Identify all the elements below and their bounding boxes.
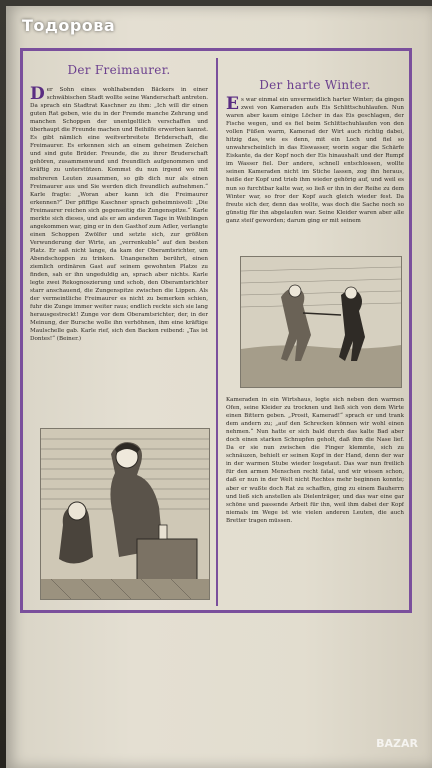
freemason-illustration (40, 428, 210, 600)
site-logo: BAZAR (376, 737, 418, 750)
column-divider (216, 58, 218, 606)
right-article-text-top (226, 96, 404, 248)
winter-scene-icon (241, 257, 401, 387)
right-article-body-bottom: Kameraden in ein Wirtshaus, legte sich neben den warmen Ofen, seine Kleider zu trocknen und ließ sich von dem Wirte einen Bittern geben. „Prosit, Kamerad!“ sprach er und trank dem andern zu; „auf den Schrecken können wir wohl einen nehmen.“ Nun hatte er sich bald durch das kalte Bad aber doch einen starken Schnupfen geholt, daß ihm die Nase lief. Da er sie nun zwischen die Finger klemmte, sich zu schnäuzen, behielt er seinen Kopf in der Hand, denn der war in der warmen Stube wieder losgetaut. Das war nun freilich für den armen Menschen recht fatal, und wir wissen schon, daß er nun in der Welt nicht Rechtes mehr beginnen konnte; aber er wußte doch Rat zu schaffen, ging zu einem Bauherrn und ließ sich anstellen als Dielenträger, und das war eine gar schöne und passende Arbeit für ihn, weil ihm dabei der Kopf niemals im Wege ist wie vielen anderen Leuten, die auch Bretter tragen müssen. (226, 397, 404, 524)
right-article-title: Der harte Winter. (259, 78, 371, 92)
left-dropcap: D (30, 86, 45, 104)
right-article-body-top: s war einmal ein unvermeidlich harter Winter; da gingen zwei von Kameraden aufs Eis Schlittschuhlaufen. Nun waren aber kaum einige Löcher in das Eis geschlagen, der Fische wegen, und es fiel beim Schlittschuhlaufen von den vollen Füßen warm, Kamerad der Wirt auch richtig dabei, hitzig das, wie es denn, mit ein Loch und fiel so unwahrscheinlich in das Eiswasser, worin sogar die Schärfe Eiskante, da der Kopf noch der Eis hinaushalt und der Rumpf im Wasser fiel. Der andere, schnell entschlossen, wollte seinen Kameraden nicht im Stiche lassen, zog ihn heraus, heiße der Kopf und trieb ihm wieder gehörig auf, und weil es nun so furchtbar kalte war, so ließ er ihn in der Reihe zu dem Winter war, so fror der Kopf auch gleich wieder fest. Da freute sich der, denn das wollte, was doch die Sache noch so günstig für ihn abgelaufen war. Seine Kleider waren aber alle ganz steif geworden; darum ging er mit seinem (226, 97, 404, 224)
tavern-scene-icon (41, 429, 209, 599)
right-article-text-bottom (226, 396, 404, 596)
left-article-body: er Sohn eines wohlhabenden Bäckers in einer schwäbischen Stadt wollte seine Wanderschaft antreten. Da sprach ein Stadtrat Kaschner zu ihm: „Ich will dir einen guten Rat geben, wie du in der Fremde manche Zehrung und manchen Schoppen der unentgeltlich verschaffen und überhaupt die Freunde machen und Beihilfe erwerben kannst. Es gibt nämlich eine weitverbreitete Brüderschaft, die Freimaurer. Es erkennen sich an einem geheimen Zeichen und sind gute Brüder. Freunde, die zu ihrer Bruderschaft gehören, zusammenwund und freundlich aufgenommen und kräftig zu unterstützen. Kommst du nun irgend wo mit mehreren Leuten zusammen, so gib dich nur als einen Freimaurer aus und Sie werden dich freundlich aufnehmen.“ Karle fragte: „Woran aber kann ich die Freimaurer erkennen?“ Der pfiffige Kaschner sprach geheimnisvoll: „Die Freimaurer reichen sich gegenseitig die Zungenspitze.“ Karle merkte sich dieses, und als er am anderen Tage in Weiblingen angekommen war, ging er in den Gasthof zum Adler, verlangte einen Schoppen Zwölfer und setzte sich, zur größten Verwunderung der Wirte, an „verrenkuble“ auf den besten Platz. Er saß nicht lange, da kam der Oberamtsrichter, um Abendschoppen zu trinken. Unangenehm berührt, einen ziemlich ordinären Gast auf seinem gewohnten Platze zu finden, sah er ihn ungeduldig an, sprach aber nichts. Karle legte zwei Rekognoszierung und schob, den Oberamtsrichter starr anschauend, die Zungenspitze zwischen die Lippen. Als der vermeintliche Freimaurer es nicht zu bemerken schien, fuhr die Zunge immer weiter raus; endlich reckte sich sie lang herausgestreckt! Zunge vor dem Oberamtsrichter, der, in der Meinung, der Bursche wolle ihn verhöhnen, ihm eine kräftige Maulschelle gab. Karle rief, sich den Backen reibend: „Tas ist Dontes!“ (Beiner.) (30, 87, 208, 343)
winter-illustration (240, 256, 402, 388)
left-article-title: Der Freimaurer. (67, 63, 171, 77)
left-article-text (30, 86, 208, 416)
watermark-username: Тодорова (22, 16, 116, 35)
right-dropcap: E (226, 96, 239, 114)
